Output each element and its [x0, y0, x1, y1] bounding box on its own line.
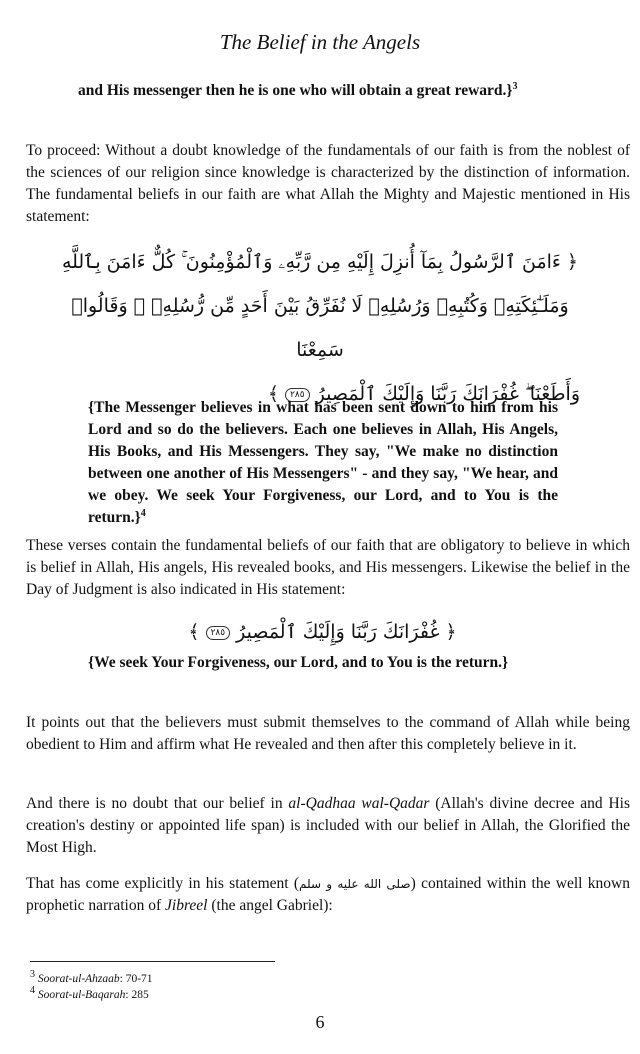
paragraph-1: To proceed: Without a doubt knowledge of the fundamentals of our faith is from the noblest of the sciences of our religion since knowledge is characterized by the distinction of information. The fundamental beliefs in our faith are what Allah the Mighty and Majestic mentioned in His statement:: [26, 142, 630, 225]
paragraph-4: [26, 793, 630, 859]
arabic-verse-2-text: ﴿ غُفْرَانَكَ رَبَّنَا وَإِلَيْكَ ٱلْمَصِيرُ: [236, 621, 457, 643]
footnote-divider: [30, 961, 275, 962]
paragraph-2: These verses contain the fundamental beliefs of our faith that are obligatory to believe in which is belief in Allah, His angels, His revealed books, and His messengers. Likewise the belief in the Day of Judgment is also indicated in His statement:: [26, 537, 630, 598]
arabic-verse-1-line-2: وَمَلَـٰٓئِكَتِهِۦ وَكُتُبِهِۦ وَرُسُلِهِۦ لَا نُفَرِّقُ بَيْنَ أَحَدٍ مِّن رُّسُلِهِۦ ۚ وَقَالُوا۟ سَمِعْنَا: [71, 295, 569, 361]
running-header: The Belief in the Angels: [219, 30, 421, 54]
paragraph-5-before: That has come explicitly in his statement (: [26, 875, 300, 892]
paragraph-5-middle: ) contained within the well known prophetic narration of: [26, 875, 630, 914]
paragraph-5: [26, 873, 630, 917]
arabic-verse-2: [150, 610, 495, 654]
paragraph-4-term: al-Qadhaa wal-Qadar: [288, 795, 430, 812]
footnote-4-num: 4: [30, 985, 35, 997]
page-number: 6: [315, 1012, 325, 1032]
quote-1: [78, 80, 562, 102]
verse-number-seal: ٢٨٥: [285, 388, 310, 402]
arabic-verse-1-close: ﴾: [267, 383, 280, 405]
footnote-4: [30, 985, 149, 1002]
paragraph-3: It points out that the believers must submit themselves to the command of Allah while being obedient to Him and affirm what He revealed and then after this completely believe in it.: [26, 714, 630, 753]
paragraph-5-term: Jibreel: [165, 897, 208, 914]
verse-number-seal-2: ٢٨٥: [206, 626, 231, 640]
paragraph-4-before: And there is no doubt that our belief in: [26, 795, 289, 812]
quote-2-ref: 4: [140, 507, 146, 519]
arabic-verse-2-close: ﴾: [188, 621, 200, 643]
arabic-verse-1-line-1: ﴿ ءَامَنَ ٱلرَّسُولُ بِمَآ أُنزِلَ إِلَيْهِ مِن رَّبِّهِۦ وَٱلْمُؤْمِنُونَ ۚ كُلٌّ ءَامَنَ بِٱللَّهِ: [61, 251, 579, 273]
quote-2-text: {The Messenger believes in what has been sent down to him from his Lord and so do the believers. Each one believes in Allah, His Angels, His Books, and His Messengers. They say, "We make no distinction between one another of His Messengers" - and they say, "We hear, and we obey. We seek Your Forgiveness, our Lord, and to You is the return.}: [88, 399, 558, 526]
arabic-verse-1: [55, 240, 585, 416]
quote-2: [88, 397, 558, 529]
paragraph-5-after: (the angel Gabriel):: [207, 897, 333, 914]
footnote-3-text: Soorat-ul-Ahzaab: [37, 973, 120, 985]
footnote-3-num: 3: [30, 969, 35, 981]
footnote-3-ref: : 70-71: [119, 973, 153, 985]
quote-1-ref: 3: [512, 80, 518, 92]
quote-3: {We seek Your Forgiveness, our Lord, and to You is the return.}: [88, 654, 509, 671]
quote-1-text: and His messenger then he is one who will obtain a great reward.}: [78, 82, 513, 99]
footnote-4-text: Soorat-ul-Baqarah: [37, 989, 126, 1001]
footnote-3: [30, 969, 153, 986]
salutation-arabic: صلى الله عليه و سلم: [299, 877, 411, 891]
paragraph-4-after: (Allah's divine decree and His creation's destiny or appointed life span) is included with our belief in Allah, the Glorified the Most High.: [26, 795, 631, 856]
footnote-4-ref: : 285: [125, 989, 149, 1001]
arabic-verse-1-line-3-text: وَأَطَعْنَا ۖ غُفْرَانَكَ رَبَّنَا وَإِلَيْكَ ٱلْمَصِيرُ: [315, 383, 580, 405]
